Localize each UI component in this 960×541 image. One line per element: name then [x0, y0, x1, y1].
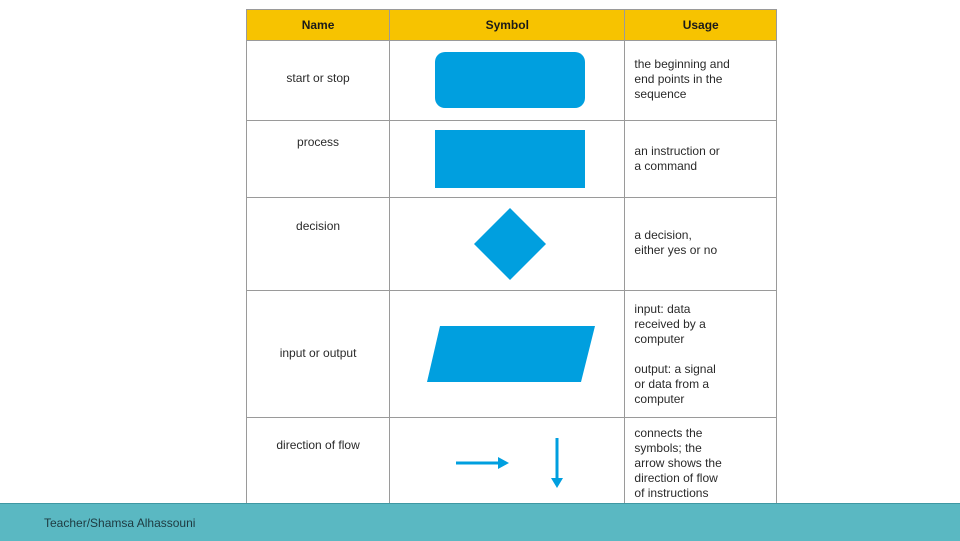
- flowchart-symbols-table: [246, 9, 777, 507]
- usage-line: received by a: [634, 317, 706, 331]
- usage-line: output: a signal: [634, 362, 716, 376]
- usage-line: sequence: [634, 87, 687, 101]
- table-row: [247, 291, 777, 418]
- footer-author: Teacher/Shamsa Alhassouni: [44, 516, 196, 530]
- row-name-cell: [247, 418, 390, 507]
- row-name: decision: [296, 219, 341, 233]
- usage-line: symbols; the: [634, 441, 702, 455]
- row-usage-cell: [625, 121, 777, 198]
- usage-line: a command: [634, 159, 698, 173]
- usage-line: the beginning and: [634, 57, 730, 71]
- row-name: process: [297, 135, 340, 149]
- row-name-cell: [247, 41, 390, 121]
- row-symbol-cell: [390, 418, 625, 507]
- arrows-flow-icon: [390, 418, 630, 507]
- parallelogram-io-icon: [426, 325, 596, 383]
- usage-line: an instruction or: [634, 144, 720, 158]
- table-row: [247, 198, 777, 291]
- row-name-cell: [247, 121, 390, 198]
- row-symbol-cell: [390, 121, 625, 198]
- usage-line: end points in the: [634, 72, 723, 86]
- row-symbol-cell: [390, 41, 625, 121]
- usage-line: of instructions: [634, 486, 709, 500]
- usage-line: computer: [634, 392, 685, 406]
- header-name: Name: [247, 10, 390, 41]
- rectangle-process-icon: [434, 129, 586, 189]
- table-header-row: [247, 10, 777, 41]
- row-usage-cell: [625, 198, 777, 291]
- usage-line: a decision,: [634, 228, 692, 242]
- table-row: [247, 121, 777, 198]
- rounded-rectangle-terminal-icon: [434, 51, 586, 109]
- usage-line: either yes or no: [634, 243, 718, 257]
- usage-line: or data from a: [634, 377, 710, 391]
- row-usage-cell: [625, 418, 777, 507]
- usage-line: connects the: [634, 426, 703, 440]
- row-usage-cell: [625, 41, 777, 121]
- header-symbol: Symbol: [390, 10, 625, 41]
- diamond-decision-icon: [473, 207, 547, 281]
- table-row: [247, 418, 777, 507]
- row-name-cell: [247, 198, 390, 291]
- row-symbol-cell: [390, 291, 625, 418]
- usage-line: arrow shows the: [634, 456, 722, 470]
- usage-line: direction of flow: [634, 471, 718, 485]
- row-name: direction of flow: [276, 438, 360, 452]
- row-name-cell: [247, 291, 390, 418]
- header-usage: Usage: [625, 10, 777, 41]
- usage-line: computer: [634, 332, 685, 346]
- row-name: start or stop: [286, 71, 350, 85]
- row-symbol-cell: [390, 198, 625, 291]
- table-row: [247, 41, 777, 121]
- usage-line: input: data: [634, 302, 691, 316]
- row-usage-cell: [625, 291, 777, 418]
- row-name: input or output: [279, 346, 357, 360]
